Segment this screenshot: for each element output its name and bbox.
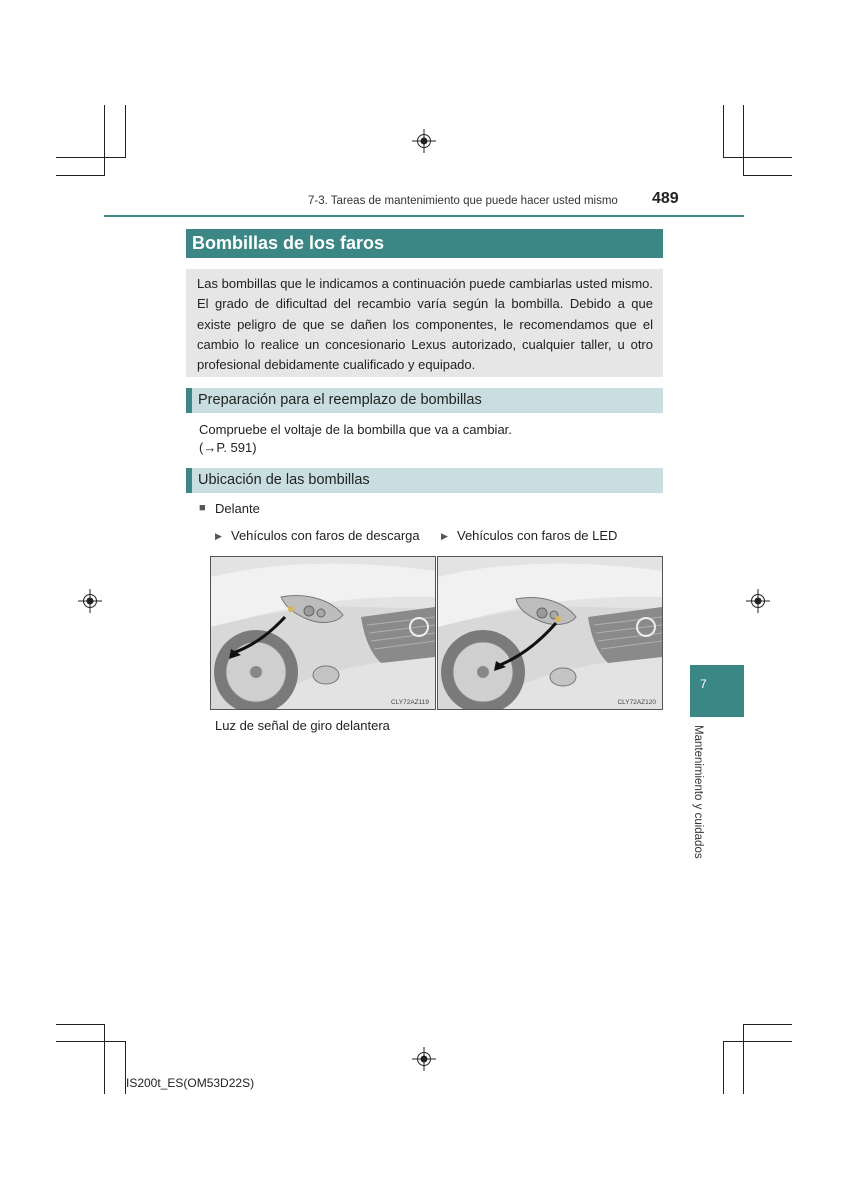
- location-heading: Ubicación de las bombillas: [186, 468, 663, 493]
- crop-mark: [104, 1024, 105, 1094]
- registration-mark-icon: [78, 589, 102, 613]
- section-title: Bombillas de los faros: [186, 229, 663, 258]
- intro-paragraph: Las bombillas que le indicamos a continuación puede cambiarlas usted mismo. El grado de dificultad del recambio varía según la bombilla. Debido a que existe peligro de que se dañen los componentes, le recomendamos que el cambio lo realice un concesionario Lexus autorizado, cualquier taller, u otro profesional debidamente cualificado y equipado.: [186, 269, 663, 377]
- crop-mark: [723, 1041, 792, 1042]
- registration-mark-icon: [746, 589, 770, 613]
- chapter-number: 7: [700, 677, 707, 691]
- crop-mark: [723, 105, 724, 158]
- triangle-bullet-icon: ▶: [441, 531, 448, 541]
- crop-mark: [723, 157, 792, 158]
- led-label: Vehículos con faros de LED: [457, 528, 618, 543]
- crop-mark: [743, 175, 792, 176]
- discharge-label: Vehículos con faros de descarga: [231, 528, 420, 543]
- discharge-headlight-photo: [210, 556, 436, 710]
- crop-mark: [743, 1024, 744, 1094]
- image-caption: Luz de señal de giro delantera: [215, 718, 390, 733]
- image-code: CLY72AZ120: [617, 699, 656, 706]
- prep-page-ref[interactable]: (→P. 591): [199, 440, 257, 455]
- registration-mark-icon: [412, 129, 436, 153]
- square-bullet-icon: ■: [199, 502, 206, 514]
- crop-mark: [56, 1024, 105, 1025]
- crop-mark: [104, 105, 105, 175]
- chapter-title: Mantenimiento y cuidados: [692, 725, 704, 859]
- page-number: 489: [652, 190, 679, 207]
- prep-heading: Preparación para el reemplazo de bombillas: [186, 388, 663, 413]
- front-label: Delante: [215, 501, 260, 516]
- led-headlight-photo: [437, 556, 663, 710]
- crop-mark: [56, 175, 105, 176]
- triangle-bullet-icon: ▶: [215, 531, 222, 541]
- crop-mark: [56, 1041, 126, 1042]
- registration-mark-icon: [412, 1047, 436, 1071]
- image-code: CLY72AZ119: [390, 699, 429, 706]
- crop-mark: [125, 105, 126, 158]
- prep-text: Compruebe el voltaje de la bombilla que va a cambiar.: [199, 422, 512, 437]
- crop-mark: [56, 157, 126, 158]
- running-header: 7-3. Tareas de mantenimiento que puede hacer usted mismo: [308, 195, 618, 207]
- crop-mark: [743, 105, 744, 175]
- crop-mark: [743, 1024, 792, 1025]
- crop-mark: [723, 1041, 724, 1094]
- document-code: IS200t_ES(OM53D22S): [126, 1076, 255, 1090]
- header-rule: [104, 215, 744, 217]
- chapter-tab[interactable]: [690, 665, 744, 717]
